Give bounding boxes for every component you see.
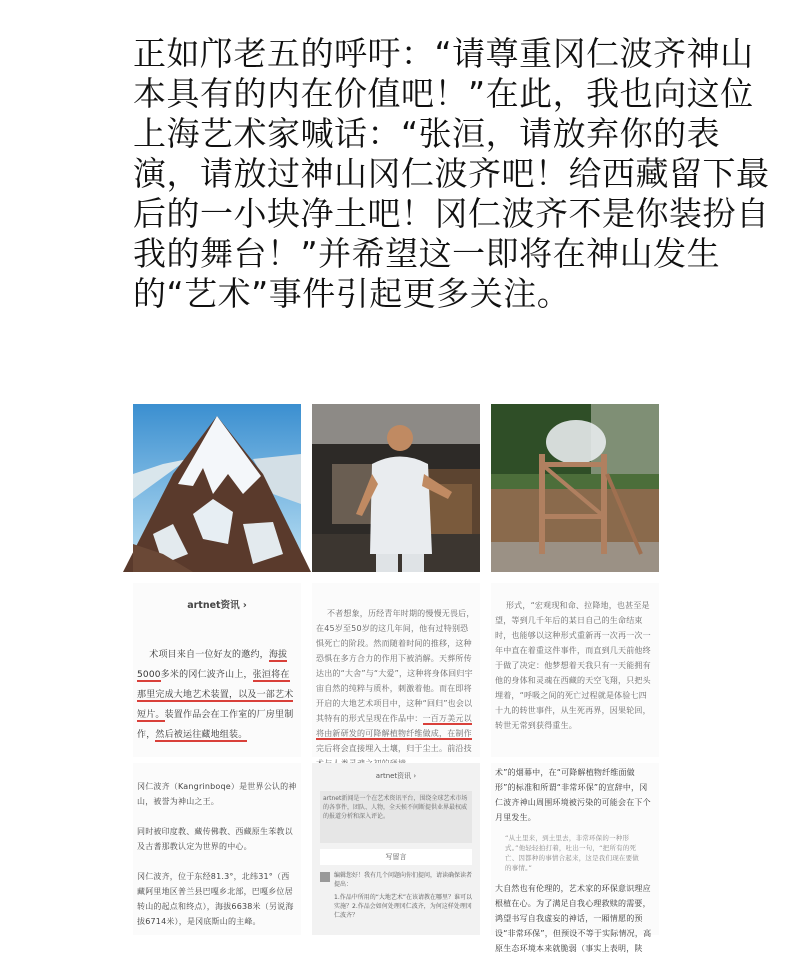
pollution-quote: “从土里来，到土里去，非常环保的一种形式。”他轻轻拍打着，吐出一句，“把所有的死亡、因都种的事情合起来，这是我们现在要做的事情。”: [505, 834, 639, 872]
artist-portrait-photo[interactable]: [312, 404, 480, 572]
mount-kailash-photo[interactable]: [133, 404, 301, 572]
article1-highlight: 一百万美元以将由新研发的可降解植物纤维做成，在制作: [316, 714, 472, 738]
artnet-text-1: 术项目来自一位好友的邀约，: [149, 650, 269, 660]
artnet-highlight-1: 海拔5000: [137, 650, 288, 680]
article-paragraph: 正如邝老五的呼吁：“请尊重冈仁波齐神山本具有的内在价值吧！”在此，我也向这位上海艺术家喊话：“张洹，请放弃你的表演，请放过神山冈仁波齐吧！给西藏留下最后的一小块净土吧！冈仁波齐不是你装扮自我的舞台！”并希望这一即将在神山发生的“艺术”事件引起更多关注。: [133, 34, 770, 313]
comments-header: artnet资讯 ›: [375, 772, 417, 780]
article1-body: 不者想象，历经青年时期的慢慢无畏后，在45岁至50岁的这几年间，他有过特别恐惧死亡的阶段。然而随着时间的推移，这种恐惧在多方合力的作用下被消解。天葬所传达出的“大舍”与“大爱”，这种将身体回归宇宙自然的纯粹与质朴，刺激着他。而在即将开启的大地艺术项目中，这种“回归”也会以其特有的形式呈现在作品中：: [316, 609, 475, 723]
artnet-highlight-2: 张洹将在那里完成大地艺术装置，以及一部艺术短片。: [137, 670, 294, 720]
article2-body: 形式，“宏观现和命、拉降地，也甚至是望，等到几千年后的某日自己的生命结束时，也能够以这种形式重新再一次再一次一年中直在着重这件事件，而直到几天前他终于做了决定：他梦想着天我只有一天能拥有他的身体和灵魂在西藏的天空飞翔，只把头埋着，“呼吸之间的死亡过程就是体验七四十九的转世事件，从生死再界，因果轮回，转世无常到获得重生。: [495, 601, 651, 730]
kangrinboqe-info-screenshot[interactable]: [133, 763, 301, 935]
artnet-text-3: 装置作品会在工作室的厂房里制作，: [137, 710, 294, 740]
artnet-intro-card: artnet新闻是一个在艺术资讯平台，围绕全球艺术市场的各事件，团队、人物，全天候不间断提供业界最权威的报道分析和深入评论。: [320, 791, 472, 843]
comment-text-1: 编辑您好！我有几个问题向你们提问，请读确保读者提出：: [334, 872, 473, 888]
artnet-text-2: 多米的冈仁波齐山上，: [160, 670, 253, 680]
artnet-news-screenshot[interactable]: [133, 583, 301, 757]
pollution-tail: 大自然也有伦理的，艺术家的环保意识理应根植在心。为了满足自我心理救赎的需要，鸿望书写自我虚妄的神话，一厢情愿的预设“非常环保”，但预设不等于实际情况，高原生态环境本来就脆弱（事实上表明，陕: [495, 884, 652, 953]
article-excerpt-screenshot-2[interactable]: [491, 583, 659, 757]
write-comment-button[interactable]: 写留言: [320, 849, 472, 865]
artnet-highlight-3: 然后被运往藏地组装。: [155, 730, 248, 740]
kangrinboqe-text: 冈仁波齐（Kangrinboqe）是世界公认的神山，被誉为神山之王。 同时被印度教、藏传佛教、西藏原生苯教以及古耆那教认定为世界的中心。 冈仁波齐，位于东经81.3°，北纬31°（西藏阿里地区普兰县巴嘎乡北部，巴嘎乡位居转山的起点和终点），海拔6638米（另说海拔6714米），是冈底斯山的主峰。: [137, 782, 297, 926]
comment-item: [320, 893, 472, 920]
pollution-warning-screenshot[interactable]: [491, 763, 659, 953]
comments-screenshot[interactable]: [312, 763, 480, 935]
artnet-header: artnet资讯 ›: [187, 600, 247, 611]
comment-item: [320, 871, 472, 889]
wooden-installation-photo[interactable]: [491, 404, 659, 572]
pollution-text: 术”的烟幕中，在“可降解植物纤维面做形”的标准和所谓“非常环保”的宣辞中，冈仁波齐神山周围环境被污染的可能会在下个月里发生。: [495, 768, 651, 822]
comment-text-2: 1.作品中所用的“大地艺术”在该请教在哪里？谁可以实施？2.作品会如何处理冈仁波齐，为何这样处理冈仁波齐？: [334, 894, 472, 919]
article1-tail: 完后将会直接埋入土壤，归于尘土。前沿技: [316, 744, 472, 753]
avatar: [320, 872, 330, 882]
article-excerpt-screenshot-1[interactable]: [312, 583, 480, 757]
